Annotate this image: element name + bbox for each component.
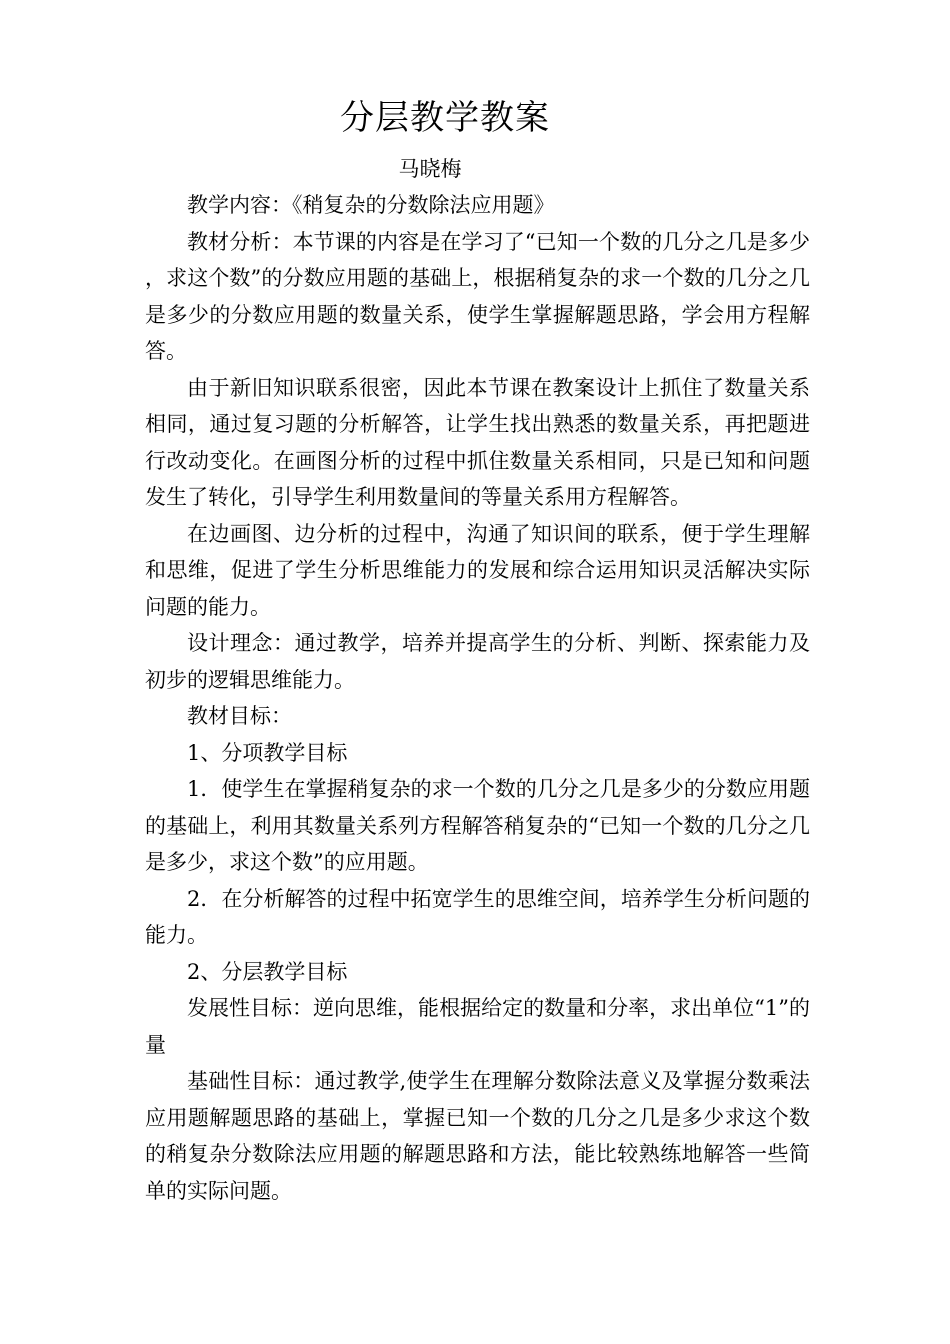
paragraph-design-concept: 设计理念：通过教学，培养并提高学生的分析、判断、探索能力及初步的逻辑思维能力。 [145,631,810,692]
paragraph-itemized-goals-heading: 1、分项教学目标 [187,740,348,765]
paragraph-knowledge-link: 由于新旧知识联系很密，因此本节课在教案设计上抓住了数量关系相同，通过复习题的分析解答，让学生找出熟悉的数量关系，再把题进行改动变化。在画图分析的过程中抓住数量关系相同，只是已知和问题发生了转化，引导学生利用数量间的等量关系用方程解答。 [145,375,810,509]
paragraph-goal-2: 2．在分析解答的过程中拓宽学生的思维空间，培养学生分析问题的能力。 [145,886,810,947]
paragraph-goal-1: 1．使学生在掌握稍复杂的求一个数的几分之几是多少的分数应用题的基础上，利用其数量关系列方程解答稍复杂的“已知一个数的几分之几是多少，求这个数”的应用题。 [145,777,810,874]
paragraph-developmental-goal: 发展性目标：逆向思维，能根据给定的数量和分率，求出单位“1”的量 [145,996,810,1057]
paragraph-layered-goals-heading: 2、分层教学目标 [187,959,348,984]
paragraph-material-goals-heading: 教材目标： [187,704,292,728]
document-body [145,187,810,1209]
document-title: 分层教学教案 [340,98,550,138]
document-author: 马晓梅 [398,157,462,181]
paragraph-teaching-content: 教学内容：《稍复杂的分数除法应用题》 [187,193,555,217]
paragraph-basic-goal: 基础性目标：通过教学,使学生在理解分数除法意义及掌握分数乘法应用题解题思路的基础上，掌握已知一个数的几分之几是多少求这个数的稍复杂分数除法应用题的解题思路和方法，能比较熟练地解答一些简单的实际问题。 [145,1069,810,1203]
paragraph-drawing-analysis: 在边画图、边分析的过程中，沟通了知识间的联系，便于学生理解和思维，促进了学生分析思维能力的发展和综合运用知识灵活解决实际问题的能力。 [145,521,810,619]
paragraph-material-analysis: 教材分析：本节课的内容是在学习了“已知一个数的几分之几是多少，求这个数”的分数应用题的基础上，根据稍复杂的求一个数的几分之几是多少的分数应用题的数量关系，使学生掌握解题思路，学会用方程解答。 [145,229,810,363]
